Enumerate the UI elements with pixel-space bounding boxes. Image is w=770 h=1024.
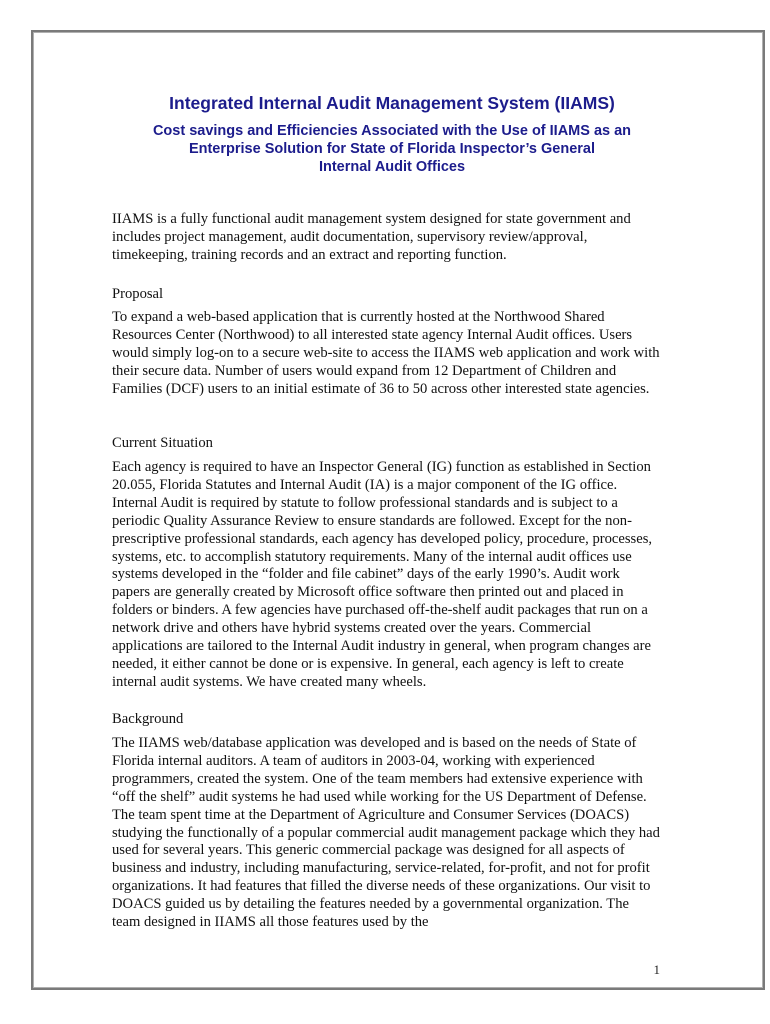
section-heading-current-situation: Current Situation — [112, 435, 213, 451]
subtitle-line-1: Cost savings and Efficiencies Associated with the Use of IIAMS as an — [152, 123, 632, 139]
document-title: Integrated Internal Audit Management System (IIAMS) — [169, 93, 615, 113]
intro-paragraph: IIAMS is a fully functional audit management system designed for state government and includes project management, audit documentation, supervisory review/approval, timekeeping, training records and an extract and reporting function. — [112, 211, 631, 263]
subtitle-line-3: Internal Audit Offices — [318, 159, 466, 175]
page-number: 1 — [653, 962, 660, 977]
section-body-current-situation: Each agency is required to have an Inspector General (IG) function as established in Section 20.055, Florida Statutes and Internal Audit (IA) is a major component of the IG office. Internal Audit is required by statute to follow professional standards and is subject to a periodic Quality Assurance Review to ensure standards are followed. Except for the non-prescriptive professional standards, each agency has developed policy, procedure, processes, systems, etc. to accomplish statutory requirements. Many of the internal audit offices use systems developed in the “folder and file cabinet” days of the early 1990’s. Audit work papers are generally created by Microsoft office software then printed out and placed in folders or binders. A few agencies have purchased off-the-shelf audit packages that run on a network drive and others have hybrid systems created over the years. Commercial applications are tailored to the Internal Audit industry in general, when program changes are needed, it either cannot be done or is expensive. In general, each agency is left to create internal audit systems. We have created many wheels. — [112, 459, 653, 690]
section-heading-background: Background — [112, 711, 184, 727]
document-subtitle — [112, 122, 672, 176]
section-heading-proposal: Proposal — [112, 286, 164, 302]
subtitle-line-2: Enterprise Solution for State of Florida Inspector’s General — [188, 141, 596, 157]
section-body-proposal: To expand a web-based application that is currently hosted at the Northwood Shared Resources Center (Northwood) to all interested state agency Internal Audit offices. Users would simply log-on to a secure web-site to access the IIAMS web application and work with their secure data. Number of users would expand from 12 Department of Children and Families (DCF) users to an initial estimate of 36 to 50 across other interested state agencies. — [112, 309, 660, 397]
section-body-background: The IIAMS web/database application was developed and is based on the needs of State of Florida internal auditors. A team of auditors in 2003-04, working with experienced programmers, created the system. One of the team members had extensive experience with “off the shelf” audit systems he had used while working for the US Department of Defense. The team spent time at the Department of Agriculture and Consumer Services (DOACS) studying the functionally of a popular commercial audit management package which they had used for several years. This generic commercial package was designed for all aspects of business and industry, including manufacturing, service-related, for-profit, and not for profit organizations. It had features that filled the diverse needs of these organizations. Our visit to DOACS guided us by detailing the features needed by a governmental organization. The team designed in IIAMS all those features used by the — [112, 735, 660, 931]
